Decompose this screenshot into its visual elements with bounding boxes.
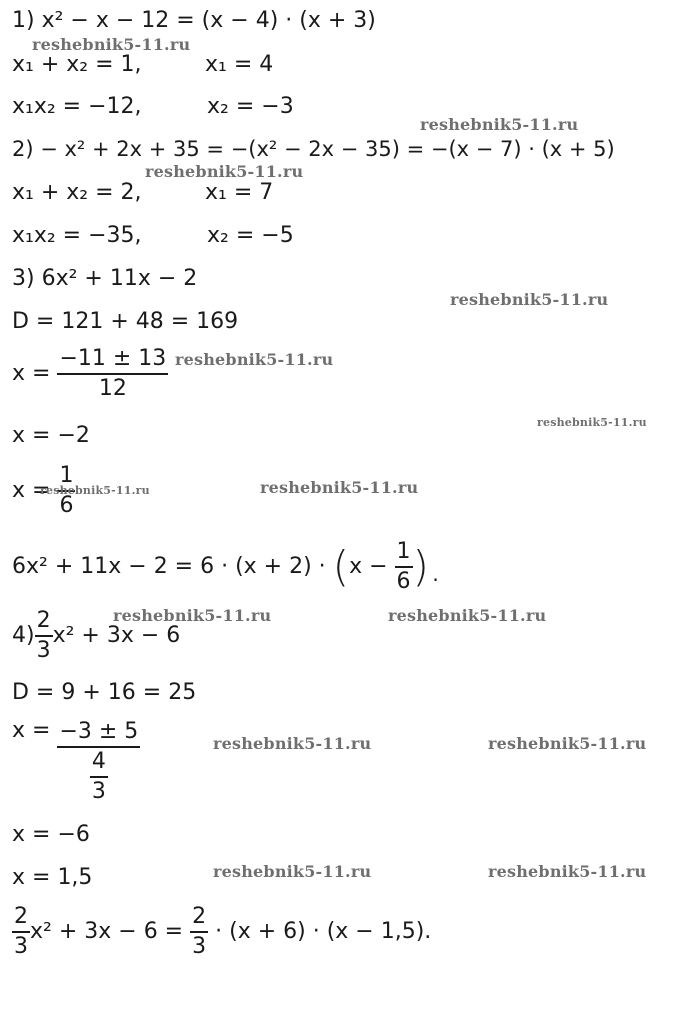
eq-15-numerator: −3 ± 5 xyxy=(57,718,140,748)
eq-line-1: 1) x² − x − 12 = (x − 4) · (x + 3) xyxy=(12,8,376,33)
eq-15-denominator xyxy=(57,748,140,806)
eq-line-8: D = 121 + 48 = 169 xyxy=(12,309,239,334)
eq-18-denominator-1: 3 xyxy=(14,934,28,959)
eq-13-fraction xyxy=(35,607,53,665)
eq-9-lhs: x = xyxy=(12,361,51,386)
eq-15-lhs: x = xyxy=(12,718,51,743)
eq-line-4: 2) − x² + 2x + 35 = −(x² − 2x − 35) = −(x − 7) · (x + 5) xyxy=(12,137,615,161)
watermark: reshebnik5-11.ru xyxy=(450,290,609,309)
eq-11-denominator: 6 xyxy=(59,493,74,518)
watermark: reshebnik5-11.ru xyxy=(213,862,372,881)
eq-15-fraction xyxy=(57,718,140,806)
eq-11-lhs: x = xyxy=(12,478,51,503)
eq-12-close-paren: ). xyxy=(412,542,443,591)
eq-9-denominator: 12 xyxy=(98,376,127,401)
eq-line-7: 3) 6x² + 11x − 2 xyxy=(12,266,198,291)
eq-11-numerator: 1 xyxy=(57,462,75,492)
eq-9-numerator: −11 ± 13 xyxy=(57,345,168,375)
eq-13-prefix: 4) xyxy=(12,623,35,648)
eq-9-fraction xyxy=(57,345,168,403)
eq-line-12 xyxy=(12,538,442,596)
eq-13-rest: x² + 3x − 6 xyxy=(52,623,181,648)
eq-line-5b: x₁ = 7 xyxy=(205,180,274,205)
watermark: reshebnik5-11.ru xyxy=(113,606,272,625)
watermark: reshebnik5-11.ru xyxy=(488,862,647,881)
eq-line-9 xyxy=(12,345,168,403)
watermark: reshebnik5-11.ru xyxy=(260,478,419,497)
eq-18-numerator-2: 2 xyxy=(190,903,208,933)
eq-line-2b: x₁ = 4 xyxy=(205,52,274,77)
eq-line-5a: x₁ + x₂ = 2, xyxy=(12,180,142,205)
eq-13-denominator: 3 xyxy=(36,638,51,663)
eq-15-inner-fraction xyxy=(90,748,108,806)
eq-line-16: x = −6 xyxy=(12,822,90,847)
eq-18-fraction-1 xyxy=(12,903,30,961)
watermark: reshebnik5-11.ru xyxy=(32,35,191,54)
eq-12-numerator: 1 xyxy=(395,538,413,568)
eq-12-x: x − xyxy=(349,554,388,579)
eq-line-6a: x₁x₂ = −35, xyxy=(12,223,142,248)
eq-12-lhs: 6x² + 11x − 2 = 6 · (x + 2) · xyxy=(12,554,326,579)
eq-18-fraction-2 xyxy=(190,903,208,961)
eq-15-inner-numerator: 4 xyxy=(90,748,108,778)
eq-line-3a: x₁x₂ = −12, xyxy=(12,94,142,119)
watermark: reshebnik5-11.ru xyxy=(537,416,647,429)
watermark: reshebnik5-11.ru xyxy=(213,734,372,753)
eq-line-3b: x₂ = −3 xyxy=(207,94,294,119)
eq-13-numerator: 2 xyxy=(35,607,53,637)
eq-line-18 xyxy=(12,903,431,961)
eq-12-open-paren: ( xyxy=(332,542,350,591)
eq-12-denominator: 6 xyxy=(396,569,411,594)
eq-18-numerator-1: 2 xyxy=(12,903,30,933)
eq-12-fraction xyxy=(395,538,413,596)
watermark: reshebnik5-11.ru xyxy=(388,606,547,625)
eq-18-denominator-2: 3 xyxy=(192,934,207,959)
eq-line-10: x = −2 xyxy=(12,423,90,448)
eq-18-rest: · (x + 6) · (x − 1,5). xyxy=(215,919,432,944)
eq-18-middle: x² + 3x − 6 = xyxy=(30,919,184,944)
eq-line-17: x = 1,5 xyxy=(12,865,93,890)
watermark: reshebnik5-11.ru xyxy=(145,162,304,181)
watermark: reshebnik5-11.ru xyxy=(420,115,579,134)
eq-line-15 xyxy=(12,718,140,806)
watermark: reshebnik5-11.ru xyxy=(175,350,334,369)
eq-15-inner-denominator: 3 xyxy=(91,779,106,804)
eq-line-6b: x₂ = −5 xyxy=(207,223,294,248)
eq-line-2a: x₁ + x₂ = 1, xyxy=(12,52,142,77)
eq-line-14: D = 9 + 16 = 25 xyxy=(12,680,197,705)
watermark: reshebnik5-11.ru xyxy=(40,484,150,497)
watermark: reshebnik5-11.ru xyxy=(488,734,647,753)
